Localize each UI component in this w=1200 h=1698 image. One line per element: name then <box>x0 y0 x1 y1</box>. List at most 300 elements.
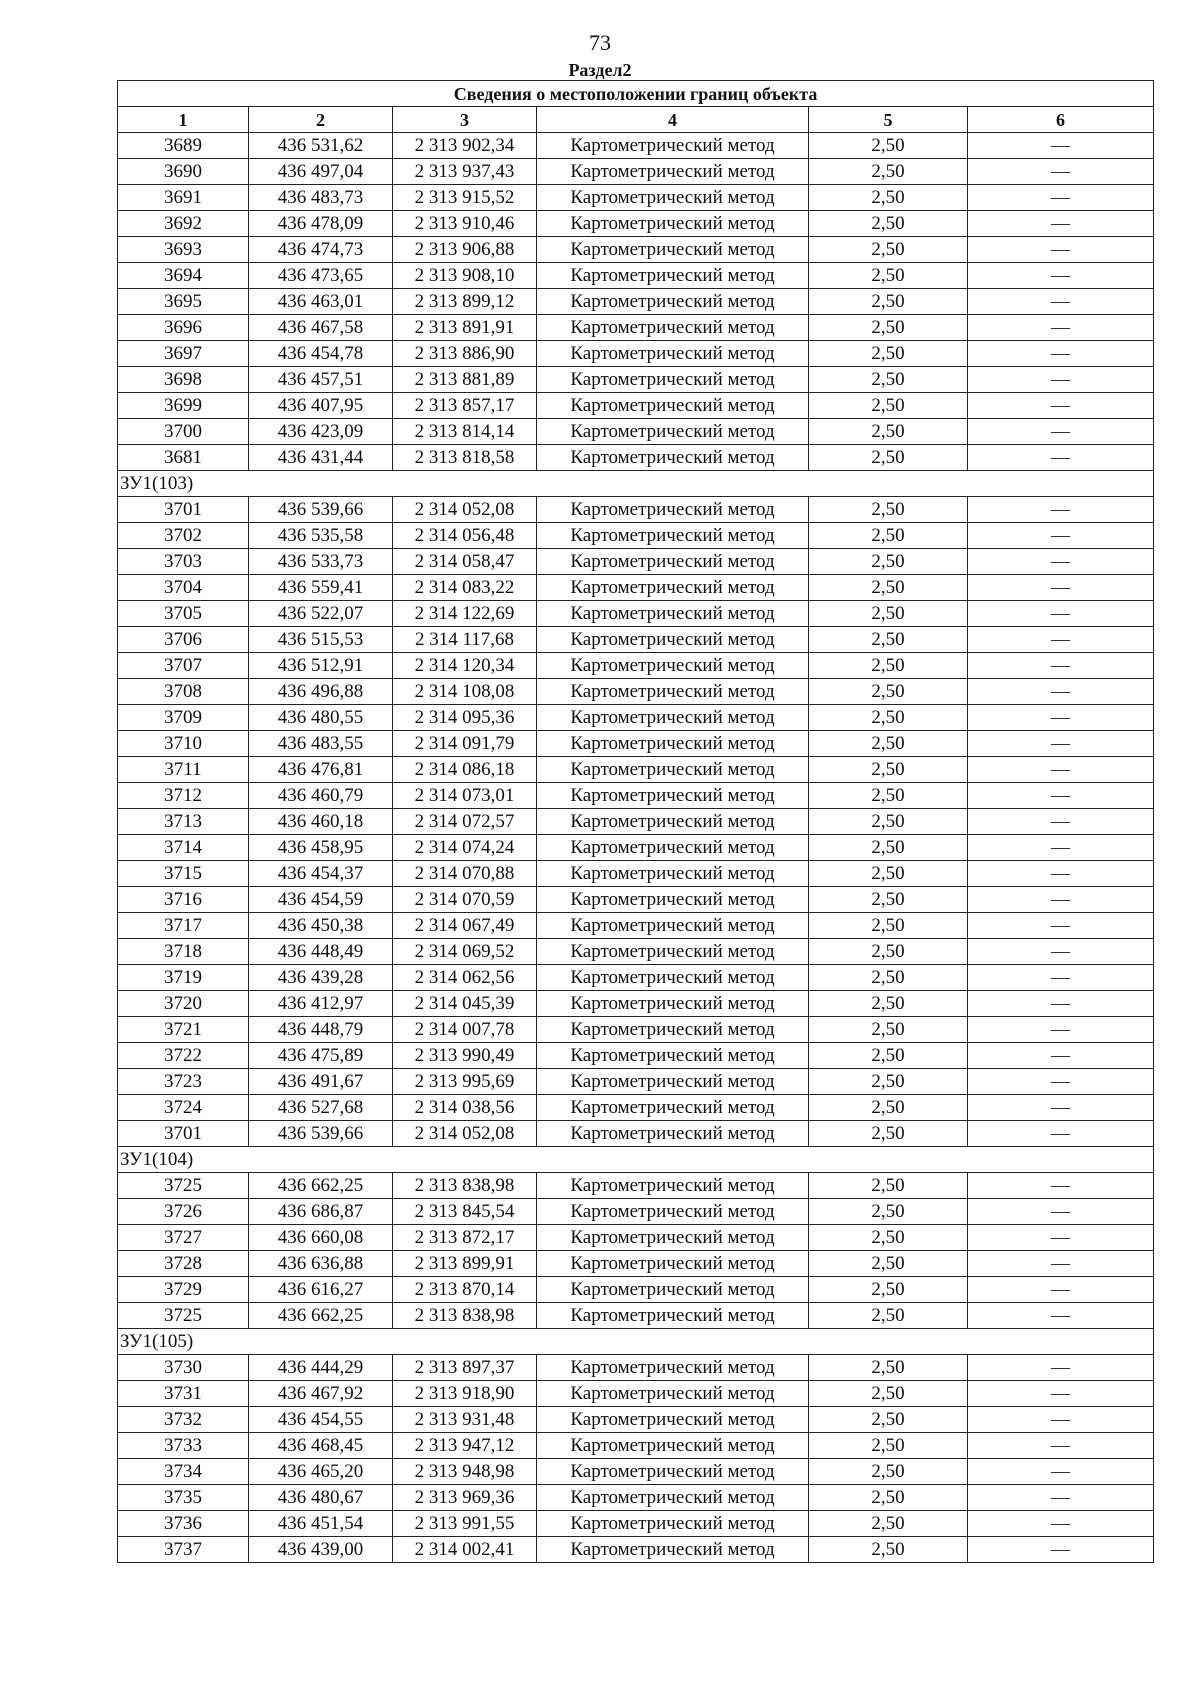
x-coordinate-cell: 436 539,66 <box>249 497 393 523</box>
description-cell: — <box>968 1173 1154 1199</box>
table-body <box>118 133 1154 1563</box>
description-cell: — <box>968 861 1154 887</box>
accuracy-cell: 2,50 <box>809 1199 968 1225</box>
description-cell: — <box>968 1381 1154 1407</box>
method-cell: Картометрический метод <box>537 887 809 913</box>
point-number-cell: 3715 <box>118 861 249 887</box>
accuracy-cell: 2,50 <box>809 1303 968 1329</box>
y-coordinate-cell: 2 314 083,22 <box>393 575 537 601</box>
accuracy-cell: 2,50 <box>809 913 968 939</box>
group-label: ЗУ1(104) <box>118 1147 1154 1173</box>
description-cell: — <box>968 497 1154 523</box>
x-coordinate-cell: 436 539,66 <box>249 1121 393 1147</box>
y-coordinate-cell: 2 313 991,55 <box>393 1511 537 1537</box>
y-coordinate-cell: 2 313 931,48 <box>393 1407 537 1433</box>
table-row <box>118 523 1154 549</box>
x-coordinate-cell: 436 497,04 <box>249 159 393 185</box>
x-coordinate-cell: 436 457,51 <box>249 367 393 393</box>
table-row <box>118 1251 1154 1277</box>
x-coordinate-cell: 436 662,25 <box>249 1173 393 1199</box>
method-cell: Картометрический метод <box>537 1537 809 1563</box>
method-cell: Картометрический метод <box>537 263 809 289</box>
section-title: Раздел2 <box>568 60 632 80</box>
y-coordinate-cell: 2 313 857,17 <box>393 393 537 419</box>
accuracy-cell: 2,50 <box>809 679 968 705</box>
y-coordinate-cell: 2 314 007,78 <box>393 1017 537 1043</box>
method-cell: Картометрический метод <box>537 1095 809 1121</box>
table-row <box>118 991 1154 1017</box>
description-cell: — <box>968 731 1154 757</box>
method-cell: Картометрический метод <box>537 1173 809 1199</box>
point-number-cell: 3725 <box>118 1303 249 1329</box>
table-row <box>118 315 1154 341</box>
description-cell: — <box>968 549 1154 575</box>
y-coordinate-cell: 2 313 908,10 <box>393 263 537 289</box>
y-coordinate-cell: 2 314 073,01 <box>393 783 537 809</box>
x-coordinate-cell: 436 515,53 <box>249 627 393 653</box>
x-coordinate-cell: 436 454,55 <box>249 1407 393 1433</box>
x-coordinate-cell: 436 559,41 <box>249 575 393 601</box>
y-coordinate-cell: 2 314 067,49 <box>393 913 537 939</box>
y-coordinate-cell: 2 313 948,98 <box>393 1459 537 1485</box>
x-coordinate-cell: 436 439,00 <box>249 1537 393 1563</box>
table-row <box>118 367 1154 393</box>
description-cell: — <box>968 627 1154 653</box>
accuracy-cell: 2,50 <box>809 1537 968 1563</box>
x-coordinate-cell: 436 423,09 <box>249 419 393 445</box>
table-row <box>118 653 1154 679</box>
point-number-cell: 3703 <box>118 549 249 575</box>
description-cell: — <box>968 1511 1154 1537</box>
x-coordinate-cell: 436 473,65 <box>249 263 393 289</box>
y-coordinate-cell: 2 313 881,89 <box>393 367 537 393</box>
x-coordinate-cell: 436 460,79 <box>249 783 393 809</box>
x-coordinate-cell: 436 535,58 <box>249 523 393 549</box>
group-row <box>118 1329 1154 1355</box>
x-coordinate-cell: 436 527,68 <box>249 1095 393 1121</box>
x-coordinate-cell: 436 467,58 <box>249 315 393 341</box>
x-coordinate-cell: 436 512,91 <box>249 653 393 679</box>
table-row <box>118 1433 1154 1459</box>
method-cell: Картометрический метод <box>537 341 809 367</box>
column-header: 1 <box>118 107 249 133</box>
method-cell: Картометрический метод <box>537 731 809 757</box>
y-coordinate-cell: 2 313 899,91 <box>393 1251 537 1277</box>
point-number-cell: 3709 <box>118 705 249 731</box>
accuracy-cell: 2,50 <box>809 289 968 315</box>
table-row <box>118 1199 1154 1225</box>
description-cell: — <box>968 757 1154 783</box>
table-row <box>118 1355 1154 1381</box>
y-coordinate-cell: 2 313 891,91 <box>393 315 537 341</box>
x-coordinate-cell: 436 480,67 <box>249 1485 393 1511</box>
table-row <box>118 1537 1154 1563</box>
y-coordinate-cell: 2 313 838,98 <box>393 1173 537 1199</box>
method-cell: Картометрический метод <box>537 1251 809 1277</box>
description-cell: — <box>968 1355 1154 1381</box>
table-row <box>118 211 1154 237</box>
table-row <box>118 1121 1154 1147</box>
accuracy-cell: 2,50 <box>809 1433 968 1459</box>
accuracy-cell: 2,50 <box>809 861 968 887</box>
method-cell: Картометрический метод <box>537 861 809 887</box>
accuracy-cell: 2,50 <box>809 965 968 991</box>
y-coordinate-cell: 2 314 069,52 <box>393 939 537 965</box>
description-cell: — <box>968 1225 1154 1251</box>
method-cell: Картометрический метод <box>537 1121 809 1147</box>
y-coordinate-cell: 2 314 058,47 <box>393 549 537 575</box>
point-number-cell: 3717 <box>118 913 249 939</box>
method-cell: Картометрический метод <box>537 523 809 549</box>
point-number-cell: 3695 <box>118 289 249 315</box>
description-cell: — <box>968 211 1154 237</box>
point-number-cell: 3723 <box>118 1069 249 1095</box>
point-number-cell: 3732 <box>118 1407 249 1433</box>
description-cell: — <box>968 653 1154 679</box>
coordinates-table <box>117 80 1154 1563</box>
point-number-cell: 3724 <box>118 1095 249 1121</box>
point-number-cell: 3697 <box>118 341 249 367</box>
y-coordinate-cell: 2 314 038,56 <box>393 1095 537 1121</box>
description-cell: — <box>968 991 1154 1017</box>
point-number-cell: 3699 <box>118 393 249 419</box>
point-number-cell: 3714 <box>118 835 249 861</box>
point-number-cell: 3692 <box>118 211 249 237</box>
description-cell: — <box>968 159 1154 185</box>
x-coordinate-cell: 436 636,88 <box>249 1251 393 1277</box>
table-row <box>118 575 1154 601</box>
method-cell: Картометрический метод <box>537 653 809 679</box>
table-row <box>118 809 1154 835</box>
point-number-cell: 3698 <box>118 367 249 393</box>
column-header: 4 <box>537 107 809 133</box>
x-coordinate-cell: 436 407,95 <box>249 393 393 419</box>
point-number-cell: 3689 <box>118 133 249 159</box>
point-number-cell: 3707 <box>118 653 249 679</box>
table-row <box>118 1069 1154 1095</box>
x-coordinate-cell: 436 431,44 <box>249 445 393 471</box>
method-cell: Картометрический метод <box>537 991 809 1017</box>
accuracy-cell: 2,50 <box>809 549 968 575</box>
description-cell: — <box>968 393 1154 419</box>
description-cell: — <box>968 185 1154 211</box>
accuracy-cell: 2,50 <box>809 1277 968 1303</box>
method-cell: Картометрический метод <box>537 835 809 861</box>
description-cell: — <box>968 1537 1154 1563</box>
y-coordinate-cell: 2 313 872,17 <box>393 1225 537 1251</box>
method-cell: Картометрический метод <box>537 1407 809 1433</box>
accuracy-cell: 2,50 <box>809 1173 968 1199</box>
table-row <box>118 1407 1154 1433</box>
table-row <box>118 783 1154 809</box>
method-cell: Картометрический метод <box>537 1277 809 1303</box>
table-row <box>118 1225 1154 1251</box>
x-coordinate-cell: 436 496,88 <box>249 679 393 705</box>
point-number-cell: 3706 <box>118 627 249 653</box>
description-cell: — <box>968 1043 1154 1069</box>
description-cell: — <box>968 809 1154 835</box>
y-coordinate-cell: 2 313 838,98 <box>393 1303 537 1329</box>
description-cell: — <box>968 1485 1154 1511</box>
y-coordinate-cell: 2 314 070,59 <box>393 887 537 913</box>
table-row <box>118 757 1154 783</box>
x-coordinate-cell: 436 474,73 <box>249 237 393 263</box>
point-number-cell: 3728 <box>118 1251 249 1277</box>
point-number-cell: 3735 <box>118 1485 249 1511</box>
method-cell: Картометрический метод <box>537 315 809 341</box>
point-number-cell: 3719 <box>118 965 249 991</box>
x-coordinate-cell: 436 531,62 <box>249 133 393 159</box>
accuracy-cell: 2,50 <box>809 133 968 159</box>
y-coordinate-cell: 2 314 052,08 <box>393 1121 537 1147</box>
description-cell: — <box>968 887 1154 913</box>
table-row <box>118 861 1154 887</box>
x-coordinate-cell: 436 533,73 <box>249 549 393 575</box>
x-coordinate-cell: 436 439,28 <box>249 965 393 991</box>
table-row <box>118 1017 1154 1043</box>
point-number-cell: 3708 <box>118 679 249 705</box>
x-coordinate-cell: 436 483,55 <box>249 731 393 757</box>
x-coordinate-cell: 436 450,38 <box>249 913 393 939</box>
accuracy-cell: 2,50 <box>809 159 968 185</box>
x-coordinate-cell: 436 460,18 <box>249 809 393 835</box>
x-coordinate-cell: 436 454,59 <box>249 887 393 913</box>
accuracy-cell: 2,50 <box>809 367 968 393</box>
table-row <box>118 289 1154 315</box>
point-number-cell: 3716 <box>118 887 249 913</box>
method-cell: Картометрический метод <box>537 237 809 263</box>
table-row <box>118 1095 1154 1121</box>
point-number-cell: 3737 <box>118 1537 249 1563</box>
description-cell: — <box>968 1017 1154 1043</box>
y-coordinate-cell: 2 313 995,69 <box>393 1069 537 1095</box>
description-cell: — <box>968 1095 1154 1121</box>
table-row <box>118 1381 1154 1407</box>
method-cell: Картометрический метод <box>537 497 809 523</box>
accuracy-cell: 2,50 <box>809 1511 968 1537</box>
point-number-cell: 3718 <box>118 939 249 965</box>
description-cell: — <box>968 315 1154 341</box>
y-coordinate-cell: 2 314 095,36 <box>393 705 537 731</box>
table-row <box>118 601 1154 627</box>
x-coordinate-cell: 436 454,37 <box>249 861 393 887</box>
y-coordinate-cell: 2 314 002,41 <box>393 1537 537 1563</box>
point-number-cell: 3731 <box>118 1381 249 1407</box>
description-cell: — <box>968 679 1154 705</box>
method-cell: Картометрический метод <box>537 783 809 809</box>
table-row <box>118 1303 1154 1329</box>
description-cell: — <box>968 523 1154 549</box>
method-cell: Картометрический метод <box>537 1355 809 1381</box>
description-cell: — <box>968 1277 1154 1303</box>
y-coordinate-cell: 2 313 870,14 <box>393 1277 537 1303</box>
table-row <box>118 731 1154 757</box>
description-cell: — <box>968 1069 1154 1095</box>
description-cell: — <box>968 913 1154 939</box>
method-cell: Картометрический метод <box>537 705 809 731</box>
description-cell: — <box>968 263 1154 289</box>
x-coordinate-cell: 436 616,27 <box>249 1277 393 1303</box>
method-cell: Картометрический метод <box>537 419 809 445</box>
point-number-cell: 3734 <box>118 1459 249 1485</box>
accuracy-cell: 2,50 <box>809 705 968 731</box>
accuracy-cell: 2,50 <box>809 653 968 679</box>
accuracy-cell: 2,50 <box>809 315 968 341</box>
x-coordinate-cell: 436 483,73 <box>249 185 393 211</box>
accuracy-cell: 2,50 <box>809 1485 968 1511</box>
accuracy-cell: 2,50 <box>809 341 968 367</box>
table-row <box>118 939 1154 965</box>
method-cell: Картометрический метод <box>537 1017 809 1043</box>
accuracy-cell: 2,50 <box>809 731 968 757</box>
accuracy-cell: 2,50 <box>809 1121 968 1147</box>
description-cell: — <box>968 419 1154 445</box>
accuracy-cell: 2,50 <box>809 1355 968 1381</box>
x-coordinate-cell: 436 662,25 <box>249 1303 393 1329</box>
y-coordinate-cell: 2 314 117,68 <box>393 627 537 653</box>
x-coordinate-cell: 436 463,01 <box>249 289 393 315</box>
point-number-cell: 3702 <box>118 523 249 549</box>
accuracy-cell: 2,50 <box>809 1407 968 1433</box>
x-coordinate-cell: 436 475,89 <box>249 1043 393 1069</box>
x-coordinate-cell: 436 451,54 <box>249 1511 393 1537</box>
table-row <box>118 497 1154 523</box>
method-cell: Картометрический метод <box>537 965 809 991</box>
method-cell: Картометрический метод <box>537 1485 809 1511</box>
accuracy-cell: 2,50 <box>809 497 968 523</box>
x-coordinate-cell: 436 491,67 <box>249 1069 393 1095</box>
accuracy-cell: 2,50 <box>809 1381 968 1407</box>
point-number-cell: 3710 <box>118 731 249 757</box>
y-coordinate-cell: 2 313 937,43 <box>393 159 537 185</box>
method-cell: Картометрический метод <box>537 627 809 653</box>
accuracy-cell: 2,50 <box>809 601 968 627</box>
accuracy-cell: 2,50 <box>809 809 968 835</box>
table-row <box>118 159 1154 185</box>
x-coordinate-cell: 436 448,79 <box>249 1017 393 1043</box>
y-coordinate-cell: 2 314 052,08 <box>393 497 537 523</box>
x-coordinate-cell: 436 468,45 <box>249 1433 393 1459</box>
y-coordinate-cell: 2 314 122,69 <box>393 601 537 627</box>
y-coordinate-cell: 2 314 062,56 <box>393 965 537 991</box>
description-cell: — <box>968 1407 1154 1433</box>
y-coordinate-cell: 2 314 045,39 <box>393 991 537 1017</box>
table-row <box>118 341 1154 367</box>
point-number-cell: 3730 <box>118 1355 249 1381</box>
y-coordinate-cell: 2 313 845,54 <box>393 1199 537 1225</box>
table-row <box>118 133 1154 159</box>
column-header: 6 <box>968 107 1154 133</box>
table-row <box>118 237 1154 263</box>
x-coordinate-cell: 436 660,08 <box>249 1225 393 1251</box>
table-row <box>118 1277 1154 1303</box>
method-cell: Картометрический метод <box>537 679 809 705</box>
method-cell: Картометрический метод <box>537 1043 809 1069</box>
method-cell: Картометрический метод <box>537 757 809 783</box>
method-cell: Картометрический метод <box>537 1433 809 1459</box>
method-cell: Картометрический метод <box>537 185 809 211</box>
accuracy-cell: 2,50 <box>809 991 968 1017</box>
table-row <box>118 835 1154 861</box>
point-number-cell: 3733 <box>118 1433 249 1459</box>
accuracy-cell: 2,50 <box>809 1069 968 1095</box>
accuracy-cell: 2,50 <box>809 757 968 783</box>
table-header-row <box>118 107 1154 133</box>
method-cell: Картометрический метод <box>537 1459 809 1485</box>
point-number-cell: 3725 <box>118 1173 249 1199</box>
description-cell: — <box>968 133 1154 159</box>
table-row <box>118 913 1154 939</box>
y-coordinate-cell: 2 314 120,34 <box>393 653 537 679</box>
accuracy-cell: 2,50 <box>809 1043 968 1069</box>
table-title: Сведения о местоположении границ объекта <box>118 81 1154 107</box>
page-number: 73 <box>589 30 611 55</box>
group-label: ЗУ1(103) <box>118 471 1154 497</box>
y-coordinate-cell: 2 313 990,49 <box>393 1043 537 1069</box>
point-number-cell: 3720 <box>118 991 249 1017</box>
description-cell: — <box>968 835 1154 861</box>
table-row <box>118 393 1154 419</box>
description-cell: — <box>968 1199 1154 1225</box>
method-cell: Картометрический метод <box>537 1381 809 1407</box>
y-coordinate-cell: 2 314 072,57 <box>393 809 537 835</box>
description-cell: — <box>968 1251 1154 1277</box>
description-cell: — <box>968 965 1154 991</box>
group-row <box>118 1147 1154 1173</box>
description-cell: — <box>968 341 1154 367</box>
accuracy-cell: 2,50 <box>809 575 968 601</box>
y-coordinate-cell: 2 313 969,36 <box>393 1485 537 1511</box>
table-title-row <box>118 81 1154 107</box>
x-coordinate-cell: 436 458,95 <box>249 835 393 861</box>
accuracy-cell: 2,50 <box>809 445 968 471</box>
x-coordinate-cell: 436 448,49 <box>249 939 393 965</box>
method-cell: Картометрический метод <box>537 1069 809 1095</box>
x-coordinate-cell: 436 476,81 <box>249 757 393 783</box>
x-coordinate-cell: 436 412,97 <box>249 991 393 1017</box>
table-row <box>118 445 1154 471</box>
method-cell: Картометрический метод <box>537 549 809 575</box>
description-cell: — <box>968 939 1154 965</box>
y-coordinate-cell: 2 313 915,52 <box>393 185 537 211</box>
x-coordinate-cell: 436 478,09 <box>249 211 393 237</box>
description-cell: — <box>968 1459 1154 1485</box>
point-number-cell: 3736 <box>118 1511 249 1537</box>
method-cell: Картометрический метод <box>537 575 809 601</box>
y-coordinate-cell: 2 313 910,46 <box>393 211 537 237</box>
table-row <box>118 705 1154 731</box>
y-coordinate-cell: 2 313 918,90 <box>393 1381 537 1407</box>
y-coordinate-cell: 2 313 899,12 <box>393 289 537 315</box>
point-number-cell: 3691 <box>118 185 249 211</box>
method-cell: Картометрический метод <box>537 601 809 627</box>
method-cell: Картометрический метод <box>537 445 809 471</box>
y-coordinate-cell: 2 313 902,34 <box>393 133 537 159</box>
x-coordinate-cell: 436 467,92 <box>249 1381 393 1407</box>
table-row <box>118 1043 1154 1069</box>
accuracy-cell: 2,50 <box>809 1251 968 1277</box>
method-cell: Картометрический метод <box>537 939 809 965</box>
y-coordinate-cell: 2 314 091,79 <box>393 731 537 757</box>
method-cell: Картометрический метод <box>537 289 809 315</box>
point-number-cell: 3729 <box>118 1277 249 1303</box>
y-coordinate-cell: 2 314 074,24 <box>393 835 537 861</box>
table-row <box>118 185 1154 211</box>
method-cell: Картометрический метод <box>537 809 809 835</box>
table-row <box>118 1485 1154 1511</box>
point-number-cell: 3721 <box>118 1017 249 1043</box>
table-row <box>118 263 1154 289</box>
